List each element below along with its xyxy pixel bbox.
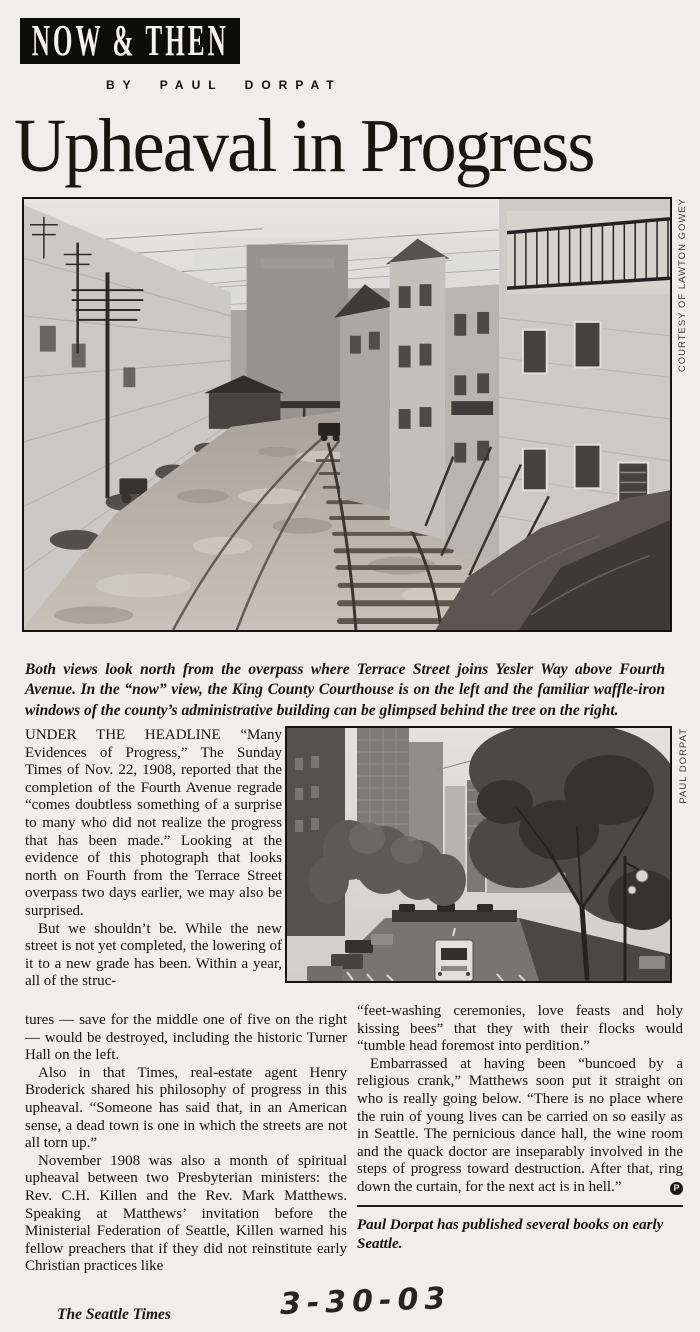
- article-column-left-narrow: [25, 727, 282, 1011]
- photo-caption: Both views look north from the overpass where Terrace Street joins Yesler Way above Fourth Avenue. In the “now” view, the King County Courthouse is on the left and the familiar waffle-iron windows of the county’s administrative building can be glimpsed behind the tree on the right.: [25, 660, 665, 719]
- author-bio: Paul Dorpat has published several books on early Seattle.: [357, 1216, 664, 1252]
- body-paragraph: But we shouldn’t be. While the new street is not yet completed, the lowering of it to a new grade has been. Within a year, all of the struc-: [25, 920, 282, 990]
- body-paragraph: [357, 1056, 683, 1197]
- photo-credit-now: PAUL DORPAT: [678, 728, 689, 804]
- body-paragraph: “feet-washing ceremonies, love feasts and holy kissing bees” that they with their flocks would “tumble head foremost into perdition.”: [357, 1003, 683, 1055]
- footer-publication: The Seattle Times: [57, 1306, 171, 1323]
- divider-rule: [357, 1205, 683, 1207]
- kicker-banner: [20, 18, 240, 64]
- body-paragraph-text: Embarrassed at having been “buncoed by a religious crank,” Matthews soon put it straight on who is really going below. “There is no place where the ruin of young lives can be carried on so easily as in Seattle. The pernicious dance hall, the wine room and the quack doctor are inseparably involved in the steps of progress toward destruction. After that, ring down the curtain, for the next act is in hell.”: [357, 1055, 683, 1195]
- headline: Upheaval in Progress: [14, 104, 594, 188]
- body-paragraph: tures — save for the middle one of five on the right — would be destroyed, including the historic Turner Hall on the left.: [25, 1012, 347, 1064]
- body-paragraph: UNDER THE HEADLINE “Many Evidences of Progress,” The Sunday Times of Nov. 22, 1908, reported that the completion of the Fourth Avenue regrade “comes doubtless something of a surprise to many who did not realize the progress that has been made.” Looking at the evidence of this photograph that looks north on Fourth from the Terrace Street overpass two days earlier, we may also be surprised.: [25, 727, 282, 919]
- photo-credit-then: COURTESY OF LAWTON GOWEY: [677, 198, 688, 373]
- now-photo-frame: [285, 726, 672, 983]
- article-column-left-wide: [25, 1012, 347, 1276]
- then-photo-illustration: [24, 199, 670, 630]
- body-paragraph: November 1908 was also a month of spiritual upheaval between two Presbyterian ministers: the Rev. C.H. Killen and the Rev. Mark Matthews. Speaking at Matthews’ invitation before the Ministerial Federation of Seattle, Killen warned his fellow preachers that if they did not reinstitute early Christian practices like: [25, 1152, 347, 1275]
- body-paragraph: Also in that Times, real-estate agent Henry Broderick shared his philosophy of progress in this upheaval. “Someone has said that, in an American sense, a dead town is one in which the streets are not all torn up.”: [25, 1064, 347, 1152]
- byline: BY PAUL DORPAT: [106, 78, 342, 92]
- then-photo-frame: [22, 197, 672, 632]
- end-of-story-icon: P: [670, 1182, 683, 1195]
- handwritten-date: 3-30-03: [279, 1281, 452, 1322]
- article-column-right: [357, 1003, 683, 1254]
- kicker-label: NOW & THEN: [31, 16, 229, 66]
- now-photo-illustration: [287, 728, 670, 981]
